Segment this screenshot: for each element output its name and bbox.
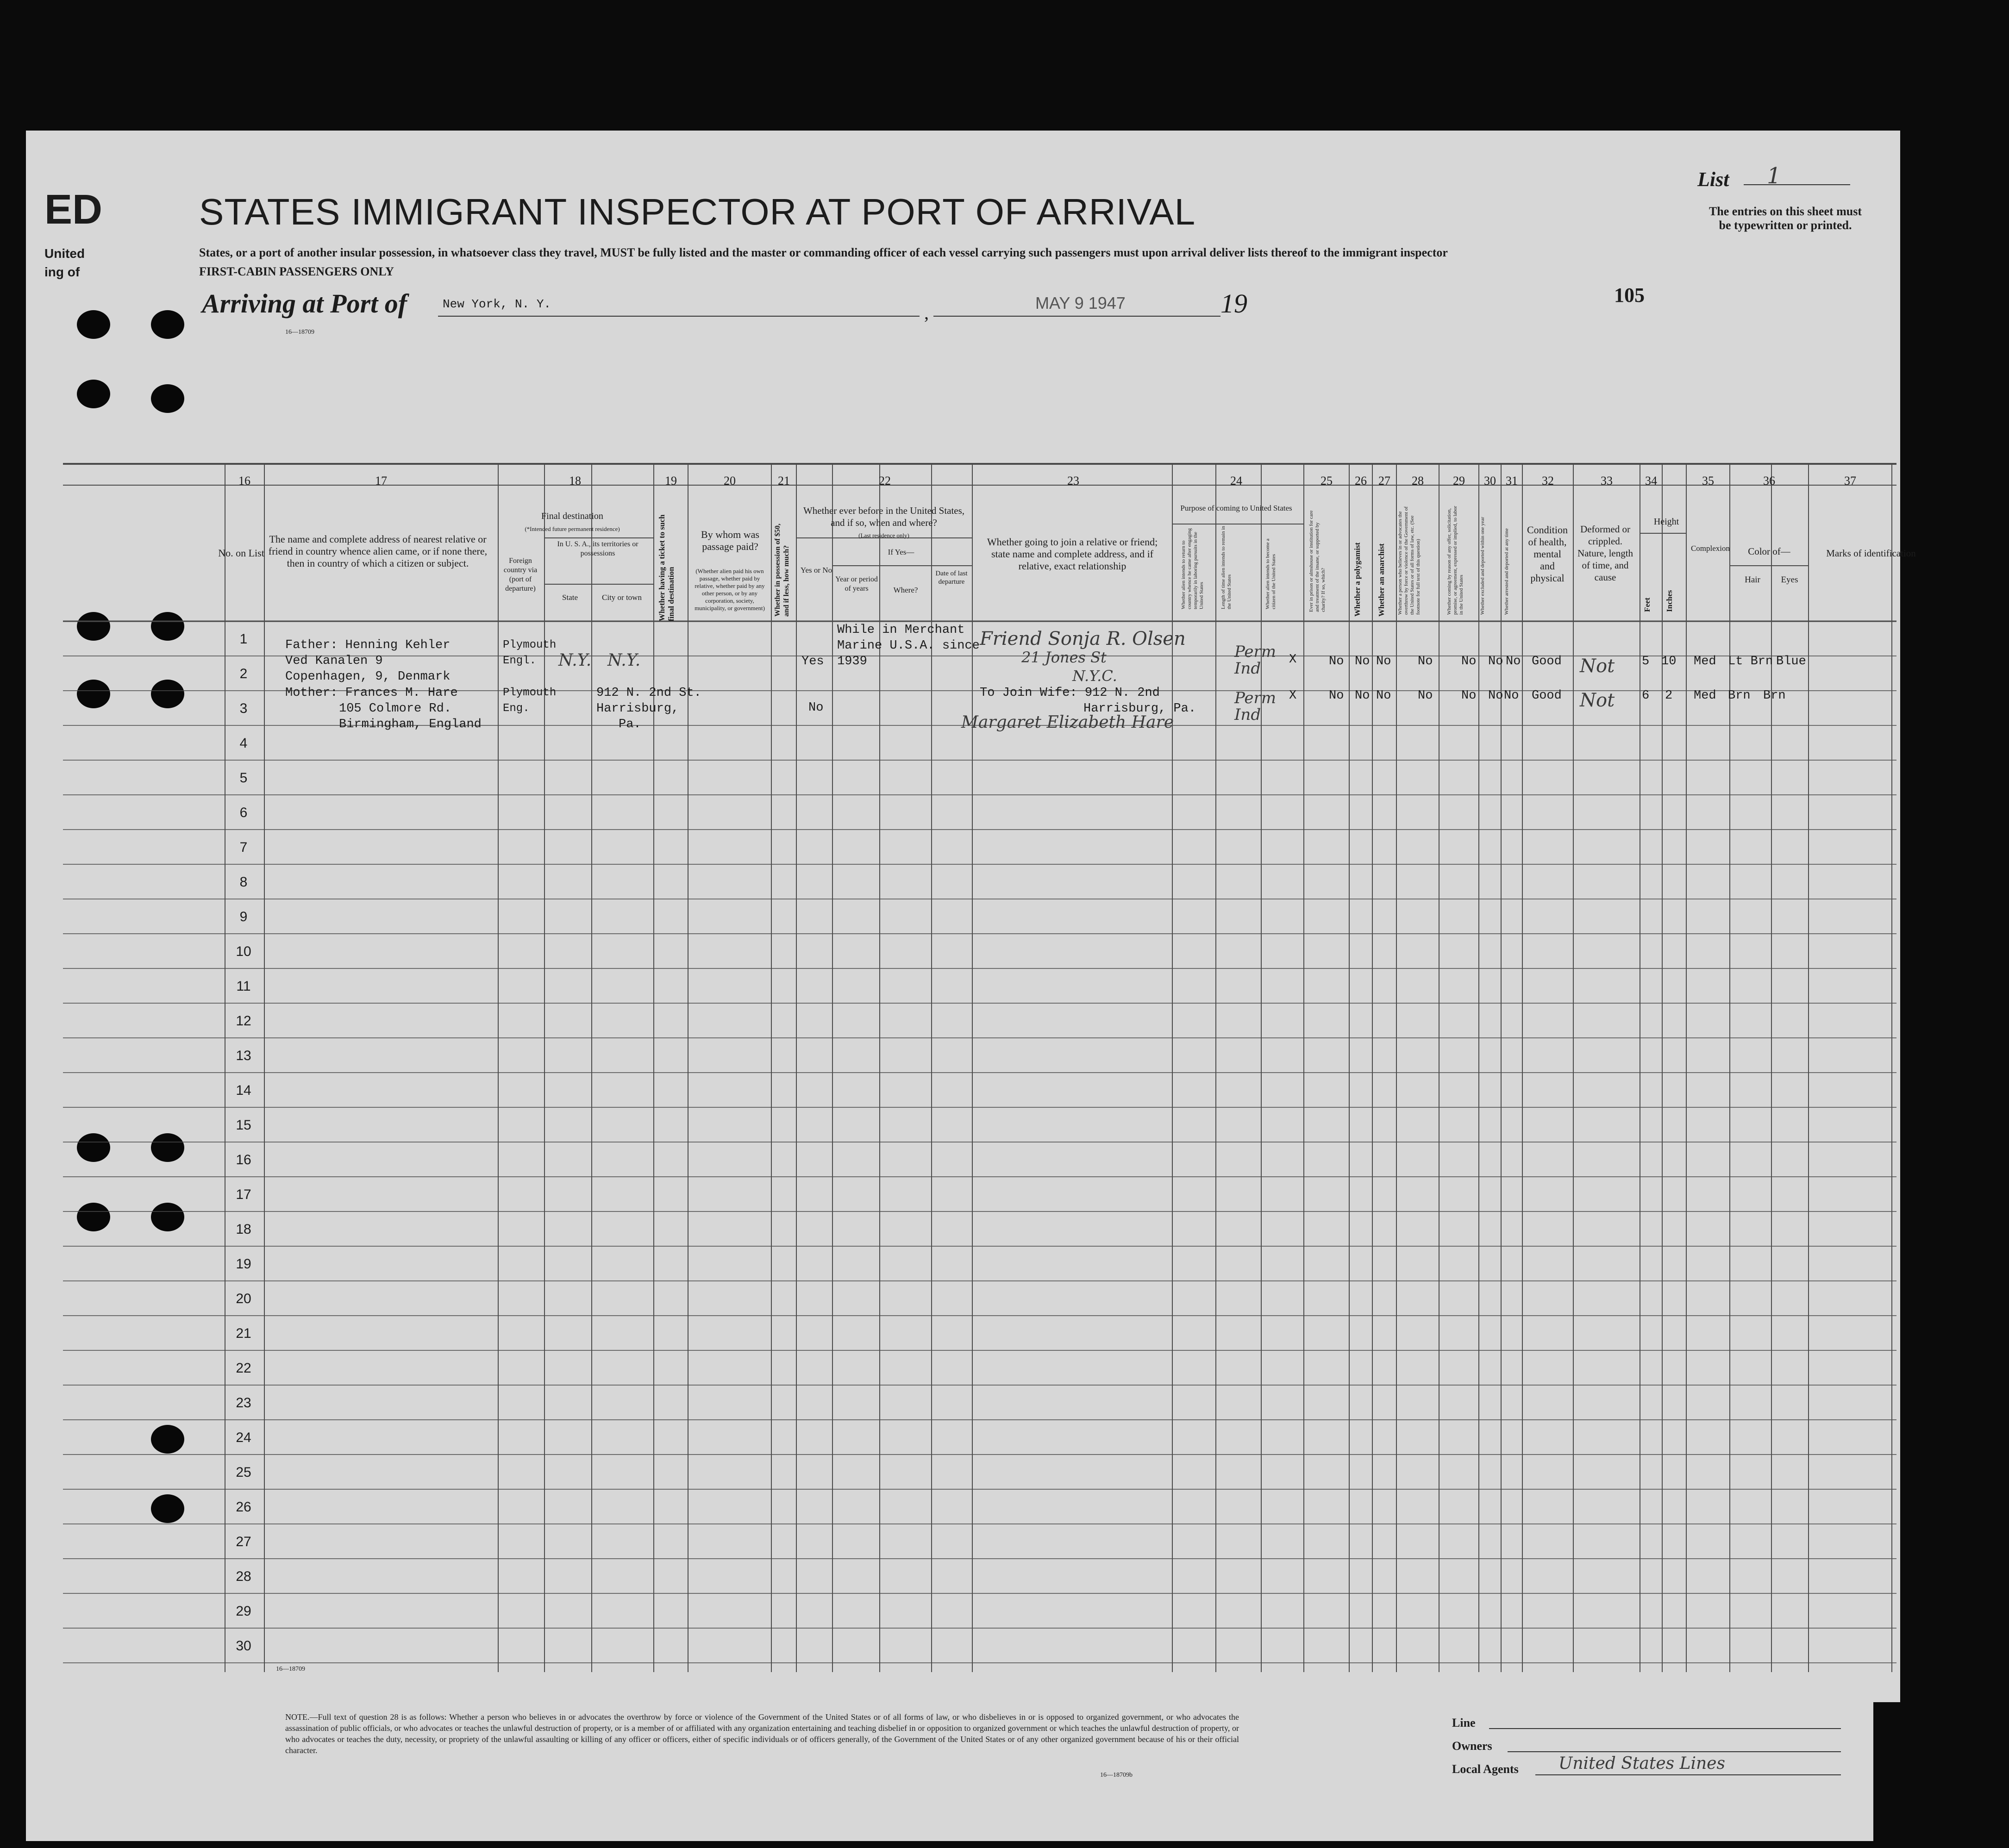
column-number: 20 bbox=[724, 474, 736, 487]
column-number: 17 bbox=[375, 474, 387, 487]
entry1-q30: No bbox=[1488, 655, 1503, 668]
entry2-purpose bbox=[1234, 690, 1276, 723]
column-number: 25 bbox=[1321, 474, 1333, 487]
entry2-deformed: Not bbox=[1580, 690, 1615, 711]
column-number: 22 bbox=[879, 474, 891, 487]
entry2-complexion: Med bbox=[1694, 689, 1716, 703]
entry1-relative bbox=[285, 637, 450, 685]
owners-underline bbox=[1508, 1751, 1841, 1752]
entry1-foreign-port bbox=[503, 637, 556, 669]
footer-strip bbox=[26, 1702, 1873, 1841]
purpose-line: Ind bbox=[1234, 659, 1261, 678]
header-col32: Condition of health, mental and physical bbox=[1527, 524, 1568, 584]
entry1-health: Good bbox=[1532, 655, 1562, 668]
column-number: 37 bbox=[1844, 474, 1856, 487]
entry1-q25: No bbox=[1329, 655, 1344, 668]
agents-label: Local Agents bbox=[1452, 1762, 1519, 1776]
header-col24: Purpose of coming to United States bbox=[1180, 504, 1292, 512]
relative-line: 105 Colmore Rd. bbox=[339, 702, 452, 716]
header-col35: Complexion bbox=[1690, 544, 1730, 553]
row-number: 10 bbox=[236, 944, 251, 959]
join-line: Friend Sonja R. Olsen bbox=[980, 628, 1186, 649]
row-number: 8 bbox=[239, 874, 248, 890]
row-number: 16 bbox=[236, 1152, 251, 1167]
where-line: 1939 bbox=[837, 655, 867, 668]
column-number: 30 bbox=[1484, 474, 1496, 487]
subtitle: States, or a port of another insular possession, in whatsoever class they travel, MUST be fully listed and the master or commanding officer of each vessel carrying such passengers must upon arrival deliver lists thereof to the immigrant inspector bbox=[199, 246, 1448, 259]
row-number: 14 bbox=[236, 1083, 251, 1098]
footnote-q28: NOTE.—Full text of question 28 is as follows: Whether a person who believes in or advocates the overthrow by force or violence of the Government of the United States or of all forms of law, or who disbelieves in or is opposed to organized government, or who advocates the assassination of public officials, or who advocates or teaches the unlawful destruction of property, or is a member of or affiliated with any organization entertaining and teaching disbelief in or opposition to organized government or which teaches the unlawful destruction of property, or who advocates or teaches the duty, necessity, or propriety of the unlawful assaulting or killing of any officer or officers, either of specific individuals or of officers generally, of the Government of the United States or of any other organized government because of his or their official character. bbox=[285, 1712, 1239, 1755]
header-col34-feet: Feet bbox=[1643, 597, 1652, 612]
header-col16: No. on List bbox=[218, 547, 264, 559]
purpose-line: Perm bbox=[1234, 689, 1276, 707]
entry2-citizen: X bbox=[1289, 689, 1297, 703]
row-number: 15 bbox=[236, 1118, 251, 1133]
row-number: 17 bbox=[236, 1187, 251, 1202]
comma: , bbox=[924, 302, 929, 323]
header-col30: Whether excluded and deported within one year bbox=[1480, 517, 1485, 615]
arriving-label: Arriving at Port of bbox=[202, 288, 407, 318]
agents-underline bbox=[1535, 1774, 1841, 1775]
column-number: 16 bbox=[238, 474, 250, 487]
header-col31: Whether arrested and deported at any time bbox=[1504, 528, 1509, 615]
footer-form-number: 16—18709b bbox=[1100, 1772, 1133, 1779]
header-col22-note: (Last residence only) bbox=[858, 532, 909, 539]
header-col22-date: Date of last departure bbox=[935, 570, 968, 586]
column-number: 18 bbox=[569, 474, 581, 487]
row-number: 6 bbox=[239, 805, 248, 820]
row-number: 26 bbox=[236, 1499, 251, 1515]
relative-line: Mother: Frances M. Hare bbox=[285, 686, 458, 700]
header-col28: Whether a person who believes in or advocates the overthrow by force or violence of the Government of the United States or of all forms of law, etc. (See footnote for full text of this question) bbox=[1397, 506, 1421, 615]
entry1-q29: No bbox=[1461, 655, 1477, 668]
line-label: Line bbox=[1452, 1716, 1476, 1729]
relative-line: Ved Kanalen 9 bbox=[285, 654, 383, 668]
manifest-grid bbox=[26, 131, 1900, 1702]
row-number: 4 bbox=[239, 736, 248, 751]
column-number: 21 bbox=[778, 474, 790, 487]
column-number: 27 bbox=[1378, 474, 1390, 487]
header-col20-note: (Whether alien paid his own passage, whether paid by relative, whether paid by any other person, or by any corporation, society, municipality, or government) bbox=[695, 568, 765, 612]
header-col19: Whether having a ticket to such final destination bbox=[657, 514, 676, 621]
page-number: 105 bbox=[1614, 284, 1645, 306]
header-col36: Color of— bbox=[1748, 546, 1790, 557]
header-col36-eyes: Eyes bbox=[1781, 575, 1798, 585]
note-line: be typewritten or printed. bbox=[1719, 219, 1852, 232]
entry1-been-in-us: Yes bbox=[801, 655, 824, 668]
purpose-line: Perm bbox=[1234, 643, 1276, 661]
header-col18-usa: In U. S. A., its territories or possessions bbox=[557, 540, 638, 557]
year-prefix: 19 bbox=[1220, 288, 1247, 318]
entry2-hair: Brn bbox=[1728, 689, 1751, 703]
row-number: 22 bbox=[236, 1361, 251, 1376]
join-line: N.Y.C. bbox=[1072, 667, 1117, 685]
column-number: 32 bbox=[1542, 474, 1554, 487]
entry2-q26: No bbox=[1355, 689, 1370, 703]
column-number: 29 bbox=[1453, 474, 1465, 487]
header-col24-length: Length of time alien intends to remain in the United States bbox=[1220, 526, 1232, 609]
agents-value: United States Lines bbox=[1558, 1754, 1725, 1773]
header-col22-where: Where? bbox=[893, 586, 918, 594]
purpose-line: Ind bbox=[1234, 705, 1261, 724]
header-col20: By whom was passage paid? bbox=[701, 529, 759, 552]
port-value: New York, N. Y. bbox=[443, 297, 551, 311]
header-col18-note: (*Intended future permanent residence) bbox=[525, 525, 620, 532]
entry1-feet: 5 bbox=[1642, 655, 1650, 668]
row-number: 28 bbox=[236, 1569, 251, 1584]
join-line: To Join Wife: 912 N. 2nd bbox=[980, 686, 1160, 700]
entry1-q31: No bbox=[1506, 655, 1521, 668]
join-line: Harrisburg, Pa. bbox=[1083, 702, 1196, 716]
entry2-inches: 2 bbox=[1665, 689, 1673, 703]
entry1-eyes: Blue bbox=[1776, 655, 1806, 668]
entry2-q25: No bbox=[1329, 689, 1344, 703]
header-col18-state: State bbox=[562, 593, 578, 602]
date-stamp: MAY 9 1947 bbox=[1035, 293, 1126, 312]
entry1-q28: No bbox=[1418, 655, 1433, 668]
margin-line: ing of bbox=[44, 265, 80, 279]
header-col34-inches: Inches bbox=[1665, 590, 1674, 612]
header-col29: Whether coming by reason of any offer, solicitation, promise, or agreement, expressed or implied, to labor in the United States bbox=[1446, 506, 1464, 615]
header-col21: Whether in possession of $50, and if less, how much? bbox=[774, 523, 790, 617]
bottom-form-number: 16—18709 bbox=[276, 1666, 305, 1673]
header-col22: Whether ever before in the United States, and if so, when and where? bbox=[803, 505, 965, 528]
entry1-citizen: X bbox=[1289, 653, 1297, 667]
header-col27: Whether an anarchist bbox=[1377, 543, 1386, 617]
entry1-join bbox=[980, 630, 1186, 685]
header-col22-year: Year or period of years bbox=[835, 575, 878, 593]
row-number: 5 bbox=[239, 770, 248, 786]
form-number: 16—18709 bbox=[285, 329, 314, 336]
city-line: 912 N. 2nd St. bbox=[596, 686, 701, 700]
entry1-hair: Lt Brn bbox=[1728, 655, 1773, 668]
manifest-sheet bbox=[26, 131, 1916, 1702]
relative-line: Copenhagen, 9, Denmark bbox=[285, 670, 451, 684]
header-col34: Height bbox=[1653, 517, 1679, 527]
entry2-feet: 6 bbox=[1642, 689, 1650, 703]
port-line: Eng. bbox=[503, 702, 530, 715]
row-number: 3 bbox=[239, 701, 248, 716]
column-number: 36 bbox=[1763, 474, 1775, 487]
entry2-eyes: Brn bbox=[1763, 689, 1786, 703]
entry1-deformed: Not bbox=[1580, 656, 1615, 677]
entry1-purpose bbox=[1234, 643, 1276, 677]
header-col26: Whether a polygamist bbox=[1353, 542, 1362, 617]
entry1-complexion: Med bbox=[1694, 655, 1716, 668]
margin-fragment: ED bbox=[44, 187, 103, 233]
entry2-q31: No bbox=[1504, 689, 1519, 703]
owners-label: Owners bbox=[1452, 1739, 1492, 1753]
row-number: 25 bbox=[236, 1465, 251, 1480]
entry2-join bbox=[980, 685, 1196, 717]
row-number: 2 bbox=[239, 666, 248, 681]
city-line: Pa. bbox=[619, 718, 641, 731]
row-number: 19 bbox=[236, 1256, 251, 1272]
entry2-q30: No bbox=[1488, 689, 1503, 703]
city-line: Harrisburg, bbox=[596, 702, 679, 716]
header-col17: The name and complete address of nearest relative or friend in country whence alien came, or if none there, then in country of which a citizen or subject. bbox=[268, 533, 488, 569]
column-number: 33 bbox=[1601, 474, 1613, 487]
header-col25: Ever in prison or almshouse or institution for care and treatment of the insane, or supported by charity? If so, which? bbox=[1308, 510, 1326, 612]
column-number: 26 bbox=[1355, 474, 1367, 487]
entry2-been-in-us: No bbox=[808, 701, 824, 715]
relative-line: Birmingham, England bbox=[339, 718, 482, 731]
header-col33: Deformed or crippled. Nature, length of time, and cause bbox=[1577, 524, 1633, 583]
column-number: 24 bbox=[1230, 474, 1242, 487]
row-number: 9 bbox=[239, 909, 248, 924]
entry1-inches: 10 bbox=[1661, 655, 1677, 668]
header-col37: Marks of identification bbox=[1826, 548, 1916, 559]
list-number: 1 bbox=[1767, 163, 1781, 189]
entry1-state: N.Y. bbox=[558, 651, 592, 670]
column-number: 35 bbox=[1702, 474, 1714, 487]
entry2-city-alt bbox=[596, 685, 701, 732]
row-number: 29 bbox=[236, 1604, 251, 1619]
row-number: 20 bbox=[236, 1291, 251, 1306]
entry2-foreign-port bbox=[503, 685, 556, 717]
port-line: Engl. bbox=[503, 655, 537, 667]
header-col24-return: Whether alien intends to return to country whence he came after engaging temporarily in laboring pursuits in the United States bbox=[1181, 528, 1204, 609]
entry2-q29: No bbox=[1461, 689, 1477, 703]
column-number: 28 bbox=[1412, 474, 1424, 487]
port-line: Plymouth bbox=[503, 639, 557, 651]
header-col18-foreign: Foreign country via (port of departure) bbox=[503, 557, 538, 593]
column-number: 31 bbox=[1506, 474, 1518, 487]
header-col36-hair: Hair bbox=[1745, 575, 1760, 585]
row-number: 1 bbox=[239, 631, 248, 647]
first-cabin-label: FIRST-CABIN PASSENGERS ONLY bbox=[199, 265, 394, 278]
row-number: 13 bbox=[236, 1048, 251, 1063]
header-col22-yesno: Yes or No bbox=[800, 566, 832, 574]
entry2-q28: No bbox=[1418, 689, 1433, 703]
header-col24-citizen: Whether alien intends to become a citizen of the United States bbox=[1265, 538, 1277, 609]
column-number: 19 bbox=[665, 474, 677, 487]
row-number: 30 bbox=[236, 1638, 251, 1654]
column-number: 34 bbox=[1645, 474, 1657, 487]
column-number: 23 bbox=[1067, 474, 1079, 487]
join-line: 21 Jones St bbox=[1021, 649, 1107, 666]
row-number: 24 bbox=[236, 1430, 251, 1445]
port-line: Plymouth bbox=[503, 687, 557, 699]
entry1-where bbox=[837, 622, 980, 669]
row-number: 27 bbox=[236, 1534, 251, 1549]
row-number: 23 bbox=[236, 1395, 251, 1411]
entry2-q27: No bbox=[1376, 689, 1391, 703]
entry1-city: N.Y. bbox=[607, 651, 641, 670]
row-number: 12 bbox=[236, 1013, 251, 1029]
header-col18-city: City or town bbox=[602, 593, 642, 602]
row-number: 18 bbox=[236, 1222, 251, 1237]
where-line: Marine U.S.A. since bbox=[837, 639, 980, 653]
margin-line: United bbox=[44, 246, 85, 261]
entry1-q26: No bbox=[1355, 655, 1370, 668]
row-number: 7 bbox=[239, 840, 248, 855]
entry2-relative bbox=[285, 685, 482, 732]
entry2-join-signature: Margaret Elizabeth Hare bbox=[961, 713, 1174, 732]
header-col23: Whether going to join a relative or friend; state name and complete address, and if relative, exact relationship bbox=[987, 536, 1158, 572]
entry2-health: Good bbox=[1532, 689, 1562, 703]
row-number: 11 bbox=[236, 979, 251, 994]
relative-line: Father: Henning Kehler bbox=[285, 638, 451, 652]
header-col22-ifyes: If Yes— bbox=[888, 548, 914, 556]
entry1-q27: No bbox=[1376, 655, 1391, 668]
page-title: STATES IMMIGRANT INSPECTOR AT PORT OF ARRIVAL bbox=[199, 191, 1196, 232]
where-line: While in Merchant bbox=[837, 623, 965, 637]
header-col18: Final destination bbox=[541, 511, 603, 521]
note-line: The entries on this sheet must bbox=[1709, 205, 1862, 218]
row-number: 21 bbox=[236, 1326, 251, 1341]
line-underline bbox=[1489, 1728, 1841, 1729]
list-label: List bbox=[1697, 168, 1729, 191]
